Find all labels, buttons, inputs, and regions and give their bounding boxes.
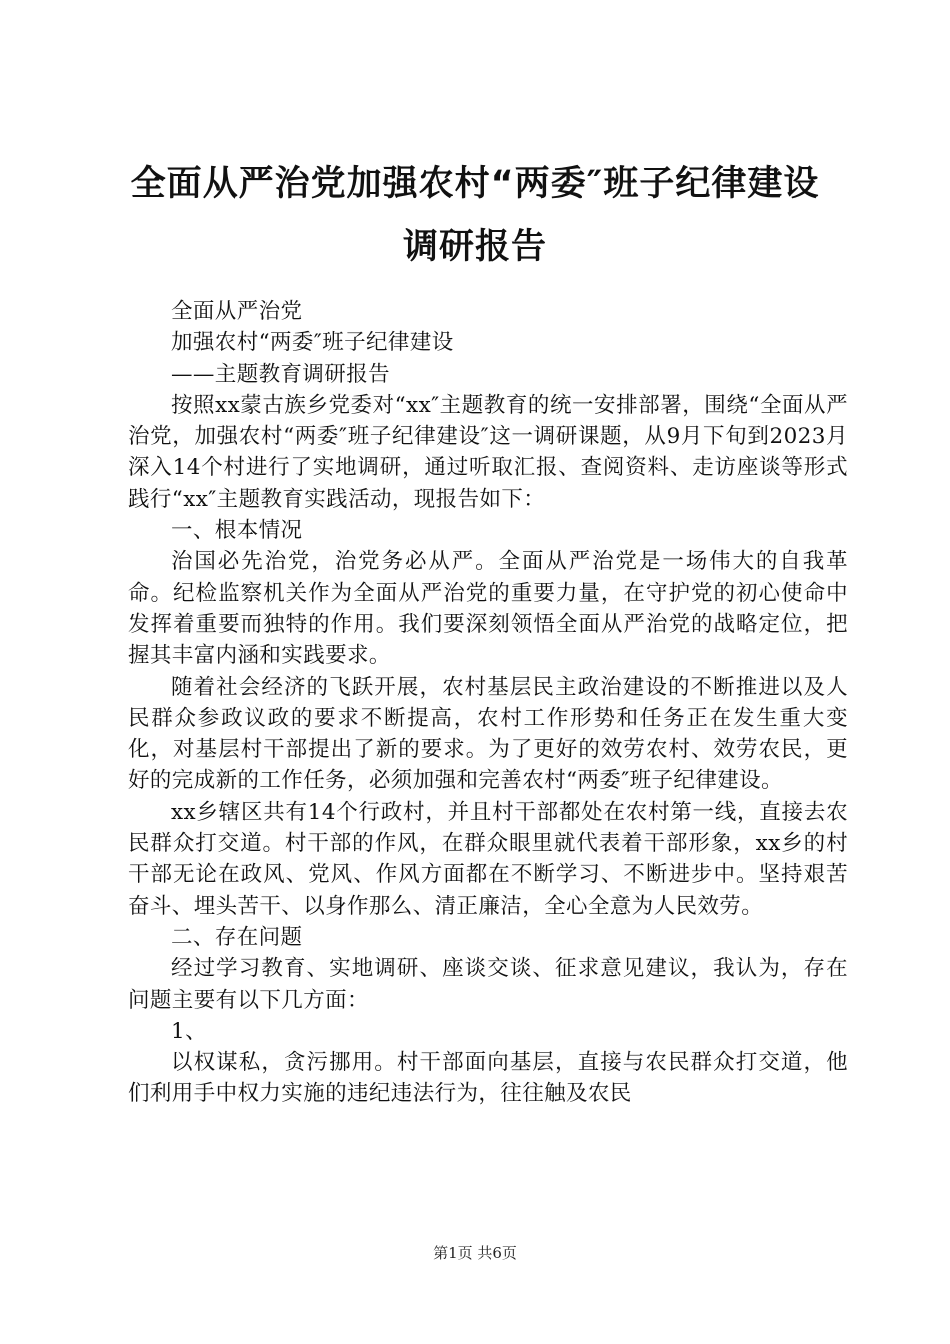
document-title-line-2: 调研报告 <box>402 227 547 267</box>
body-paragraph: xx乡辖区共有14个行政村，并且村干部都处在农村第一线，直接去农民群众打交道。村干部的作风，在群众眼里就代表着干部形象，xx乡的村干部无论在政风、党风、作风方面都在不断学习、不断进步中。坚持艰苦奋斗、埋头苦干、以身作那么、清正廉洁，全心全意为人民效劳。 <box>128 799 848 919</box>
subtitle-line-1: 全面从严治党 <box>171 299 303 324</box>
body-paragraph: 随着社会经济的飞跃开展，农村基层民主政治建设的不断推进以及人民群众参政议政的要求不断提高，农村工作形势和任务正在发生重大变化，对基层村干部提出了新的要求。为了更好的效劳农村、效劳农民，更好的完成新的工作任务，必须加强和完善农村“两委″班子纪律建设。 <box>128 674 848 794</box>
document-title-line-1: 全面从严治党加强农村“两委″班子纪律建设 <box>130 164 820 204</box>
page-footer: 第1页 共6页 <box>433 1244 517 1262</box>
subtitle-line-3: ——主题教育调研报告 <box>171 361 391 387</box>
body-paragraph: 治国必先治党，治党务必从严。全面从严治党是一场伟大的自我革命。纪检监察机关作为全面从严治党的重要力量，在守护党的初心使命中发挥着重要而独特的作用。我们要深刻领悟全面从严治党的战略定位，把握其丰富内涵和实践要求。 <box>128 549 848 669</box>
intro-paragraph: 按照xx蒙古族乡党委对“xx″主题教育的统一安排部署，围绕“全面从严治党，加强农村“两委″班子纪律建设″这一调研课题，从9月下旬到2023月深入14个村进行了实地调研，通过听取汇报、查阅资料、走访座谈等形式践行“xx″主题教育实践活动，现报告如下： <box>128 392 848 512</box>
section-heading-1: 一、根本情况 <box>171 518 303 544</box>
document-body <box>128 296 848 1110</box>
subtitle-line-2: 加强农村“两委″班子纪律建设 <box>171 330 454 356</box>
body-paragraph: 经过学习教育、实地调研、座谈交谈、征求意见建议，我认为，存在问题主要有以下几方面： <box>128 956 848 1013</box>
body-paragraph: 以权谋私，贪污挪用。村干部面向基层，直接与农民群众打交道，他们利用手中权力实施的违纪违法行为，往往触及农民 <box>128 1050 848 1107</box>
list-number: 1、 <box>171 1018 207 1044</box>
section-heading-2: 二、存在问题 <box>171 924 303 950</box>
